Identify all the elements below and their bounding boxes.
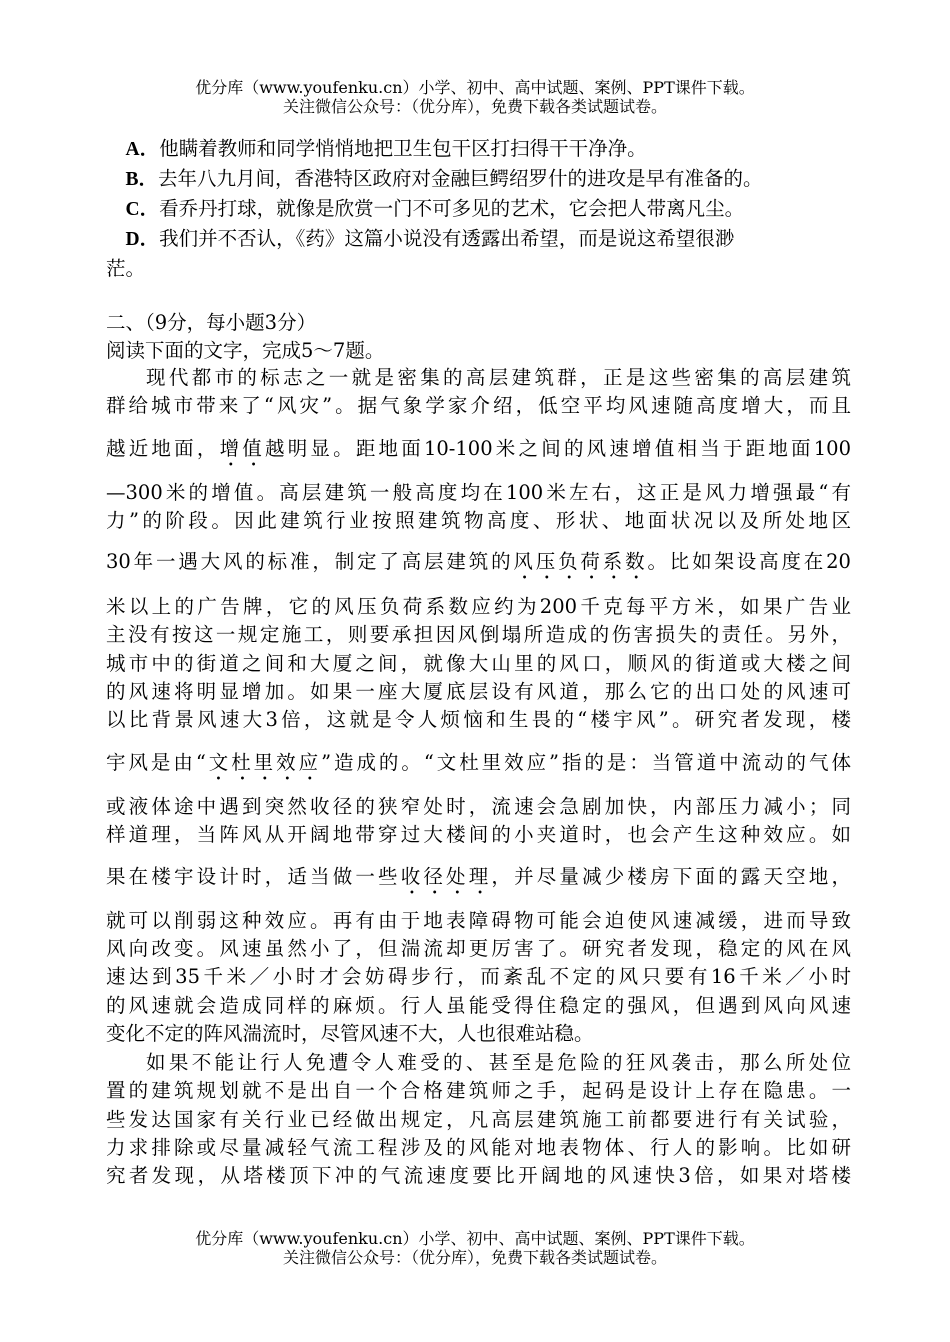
passage-line: 就可以削弱这种效应。再有由于地表障碍物可能会迫使风速减缓，进而导致 <box>106 909 851 932</box>
passage-line <box>106 750 851 785</box>
passage-line: 主没有按这一规定施工，则要承担因风倒塌所造成的伤害损失的责任。另外， <box>106 623 851 646</box>
section-instruction: 阅读下面的文字，完成5～7题。 <box>106 339 385 362</box>
option-c-text: 看乔丹打球，就像是欣赏一门不可多见的艺术，它会把人带离凡尘。 <box>159 197 745 220</box>
passage-line: 些发达国家有关行业已经做出规定，凡高层建筑施工前都要进行有关试验， <box>106 1108 851 1131</box>
option-d-label: D． <box>125 229 160 250</box>
passage-line: —300米的增值。高层建筑一般高度均在100米左右，这正是风力增强最“有 <box>106 481 851 504</box>
passage-text: 果在楼宇设计时，适当做一些 <box>106 865 401 888</box>
passage-line: 的风速就会造成同样的麻烦。行人虽能受得住稳定的强风，但遇到风向风速 <box>106 994 851 1017</box>
header-line-2: 关注微信公众号：（优分库），免费下载各类试题试卷。 <box>282 97 667 116</box>
passage-line: 究者发现，从塔楼顶下冲的气流速度要比开阔地的风速快3倍，如果对塔楼 <box>106 1164 851 1187</box>
passage-line: 力求排除或尽量减轻气流工程涉及的风能对地表物体、行人的影响。比如研 <box>106 1136 851 1159</box>
passage-line: 速达到35千米／小时才会妨碍步行，而紊乱不定的风只要有16千米／小时 <box>106 965 851 988</box>
page-footer <box>0 1229 950 1267</box>
page-header <box>0 78 950 116</box>
option-b <box>106 164 851 195</box>
option-d-continuation <box>106 254 851 284</box>
passage-line: 力”的阶段。因此建筑行业按照建筑物高度、形状、地面状况以及所处地区 <box>106 509 851 532</box>
option-d-text-2: 茫。 <box>106 257 146 280</box>
footer-line-1: 优分库（www.youfenku.cn）小学、初中、高中试题、案例、PPT课件下载。 <box>195 1229 755 1248</box>
passage-line: 变化不定的阵风湍流时，尽管风速不大，人也很难站稳。 <box>106 1022 594 1045</box>
passage-line: 样道理，当阵风从开阔地带穿过大楼间的小夹道时，也会产生这种效应。如 <box>106 823 851 846</box>
option-c-label: C． <box>125 199 160 220</box>
option-d <box>106 224 851 255</box>
option-a <box>106 134 851 165</box>
passage-line: 群给城市带来了“风灾”。据气象学家介绍，低空平均风速随高度增大，而且 <box>106 394 851 417</box>
option-a-text: 他瞒着教师和同学悄悄地把卫生包干区打扫得干干净净。 <box>159 137 647 160</box>
passage-line: 风向改变。风速虽然小了，但湍流却更厉害了。研究者发现，稳定的风在风 <box>106 937 851 960</box>
passage-text: 。比如架设高度在20 <box>647 550 851 573</box>
passage-line <box>106 864 851 899</box>
passage-text: 越明显。距地面10-100米之间的风速增值相当于距地面100 <box>265 437 851 460</box>
passage-text: 越近地面， <box>106 437 220 460</box>
passage-line: 置的建筑规划就不是出自一个合格建筑师之手，起码是设计上存在隐患。一 <box>106 1079 851 1102</box>
passage-line <box>106 436 851 471</box>
emphasized-term: 文杜里效应 <box>205 751 322 774</box>
passage-line: 以比背景风速大3倍，这就是令人烦恼和生畏的“楼宇风”。研究者发现，楼 <box>106 708 851 731</box>
option-c <box>106 194 851 225</box>
section-title: 二、（9分，每小题3分） <box>106 311 317 334</box>
passage-text: 宇风是由“ <box>106 751 206 774</box>
passage-line: 如果不能让行人免遭令人难受的、甚至是危险的狂风袭击，那么所处位 <box>146 1051 851 1074</box>
passage-text: 30年一遇大风的标准，制定了高层建筑的 <box>106 550 514 573</box>
option-b-text: 去年八九月间，香港特区政府对金融巨鳄绍罗什的进攻是早有准备的。 <box>158 167 763 190</box>
header-line-1: 优分库（www.youfenku.cn）小学、初中、高中试题、案例、PPT课件下载。 <box>195 78 755 97</box>
passage-line <box>106 549 851 584</box>
passage-text: ，并尽量减少楼房下面的露天空地， <box>491 865 851 888</box>
passage-text: ”造成的。“文杜里效应”指的是：当管道中流动的气体 <box>321 751 851 774</box>
passage-line: 现代都市的标志之一就是密集的高层建筑群，正是这些密集的高层建筑 <box>146 366 851 389</box>
emphasized-term: 增值 <box>219 437 265 460</box>
passage-line: 的风速将明显增加。如果一座大厦底层设有风道，那么它的出口处的风速可 <box>106 680 851 703</box>
option-b-label: B． <box>125 169 159 190</box>
option-d-text: 我们并不否认，《药》这篇小说没有透露出希望，而是说这希望很渺 <box>159 227 735 250</box>
option-a-label: A． <box>125 139 160 160</box>
footer-line-2: 关注微信公众号：（优分库），免费下载各类试题试卷。 <box>282 1248 667 1267</box>
passage-line: 或液体途中遇到突然收径的狭窄处时，流速会急剧加快，内部压力减小；同 <box>106 795 851 818</box>
emphasized-term: 收径处理 <box>400 865 492 888</box>
passage-line: 城市中的街道之间和大厦之间，就像大山里的风口，顺风的街道或大楼之间 <box>106 652 851 675</box>
passage-line: 米以上的广告牌，它的风压负荷系数应约为200千克每平方米，如果广告业 <box>106 595 851 618</box>
emphasized-term: 风压负荷系数 <box>513 550 648 573</box>
